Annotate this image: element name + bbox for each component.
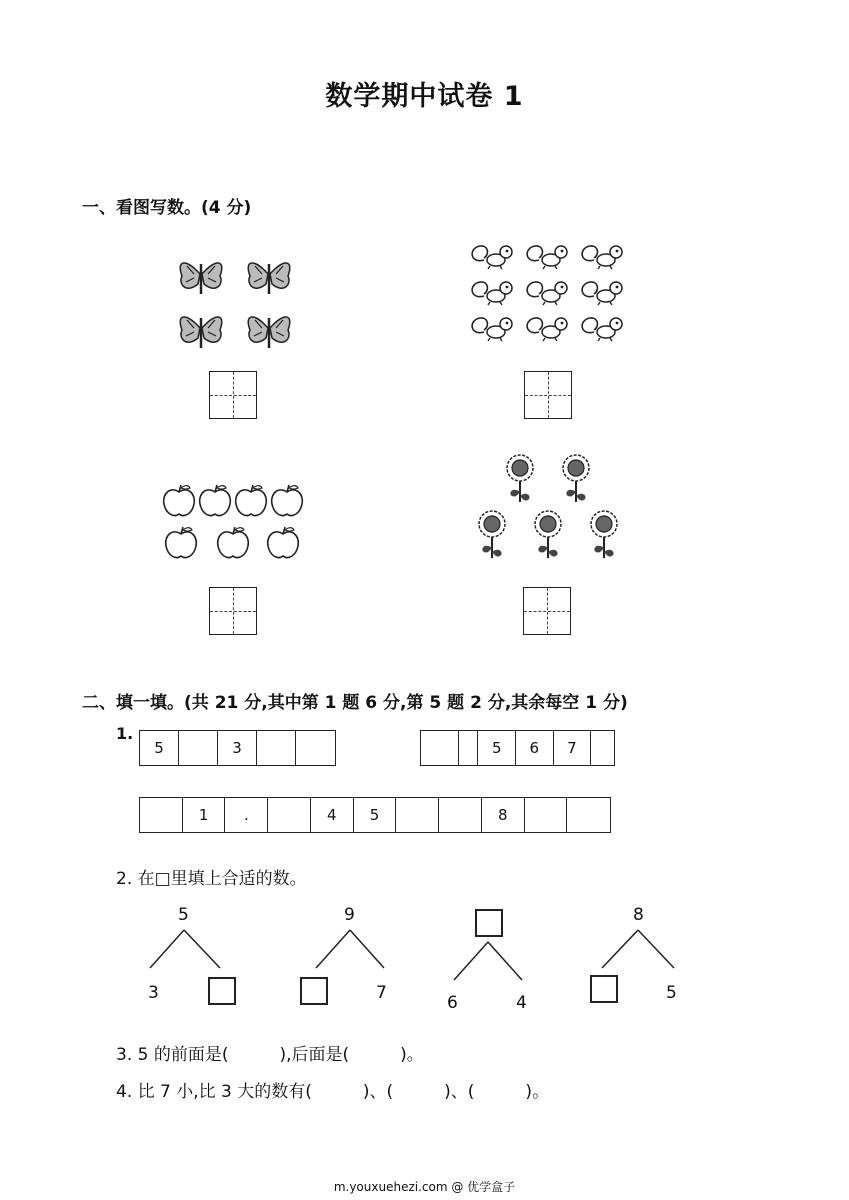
tree-3-top-box[interactable]: [475, 909, 503, 937]
number-strip-b: [420, 730, 615, 766]
tree-2-top: 9: [344, 905, 355, 925]
strip-c-cell[interactable]: .: [225, 798, 268, 832]
strip-c-cell: 4: [311, 798, 354, 832]
sunflower-icons: [474, 452, 624, 564]
q2-label: 2. 在□里填上合适的数。: [116, 869, 307, 889]
q1-label: 1.: [116, 724, 134, 743]
tree-1-right-box[interactable]: [208, 977, 236, 1005]
strip-c-cell[interactable]: [396, 798, 439, 832]
tree-3-left: 6: [447, 993, 458, 1013]
sunflower-group: [474, 452, 624, 564]
squirrel-group: [468, 240, 633, 350]
apple-group: [162, 482, 307, 564]
q3-text: 3. 5 的前面是( ),后面是( )。: [116, 1045, 424, 1065]
tree-1-top: 5: [178, 905, 189, 925]
strip-b-cell: 7: [554, 731, 592, 765]
number-strip-c: [139, 797, 611, 833]
strip-c-cell[interactable]: [439, 798, 482, 832]
tree-4-top: 8: [633, 905, 644, 925]
butterfly-icons: [176, 252, 300, 352]
strip-a-cell: 5: [140, 731, 179, 765]
tree-1-lines: [140, 928, 230, 973]
strip-c-cell[interactable]: [567, 798, 610, 832]
squirrel-icons: [468, 240, 633, 350]
strip-a-cell[interactable]: [179, 731, 218, 765]
strip-c-cell: 1: [183, 798, 226, 832]
answer-box-sunflowers[interactable]: [523, 587, 571, 635]
tree-3-right: 4: [516, 993, 527, 1013]
q4-text: 4. 比 7 小,比 3 大的数有( )、( )、( )。: [116, 1082, 550, 1102]
tree-4-left-box[interactable]: [590, 975, 618, 1003]
footer-watermark: m.youxuehezi.com @ 优学盒子: [333, 1180, 516, 1194]
strip-b-cell: 6: [516, 731, 554, 765]
strip-a-cell[interactable]: [257, 731, 296, 765]
strip-b-cell[interactable]: [421, 731, 459, 765]
answer-box-squirrels[interactable]: [524, 371, 572, 419]
strip-b-cell: 5: [478, 731, 516, 765]
page-title: 数学期中试卷 1: [325, 81, 524, 112]
strip-c-cell[interactable]: [268, 798, 311, 832]
strip-c-cell: 5: [354, 798, 397, 832]
strip-a-cell: 3: [218, 731, 257, 765]
answer-box-butterflies[interactable]: [209, 371, 257, 419]
apple-icons: [162, 482, 307, 564]
butterfly-group: [176, 252, 300, 352]
section-1-heading: 一、看图写数。(4 分): [82, 198, 252, 218]
tree-1-left: 3: [148, 983, 159, 1003]
tree-3-lines: [450, 940, 530, 985]
section-2-heading: 二、填一填。(共 21 分,其中第 1 题 6 分,第 5 题 2 分,其余每空 1 分): [82, 693, 628, 713]
strip-b-cell[interactable]: [459, 731, 479, 765]
strip-c-cell: 8: [482, 798, 525, 832]
strip-b-cell[interactable]: [591, 731, 614, 765]
answer-box-apples[interactable]: [209, 587, 257, 635]
tree-4-right: 5: [666, 983, 677, 1003]
tree-4-lines: [598, 928, 688, 973]
strip-a-cell[interactable]: [296, 731, 335, 765]
number-strip-a: [139, 730, 336, 766]
tree-2-left-box[interactable]: [300, 977, 328, 1005]
strip-c-cell[interactable]: [525, 798, 568, 832]
tree-2-right: 7: [376, 983, 387, 1003]
tree-2-lines: [310, 928, 400, 973]
strip-c-cell[interactable]: [140, 798, 183, 832]
